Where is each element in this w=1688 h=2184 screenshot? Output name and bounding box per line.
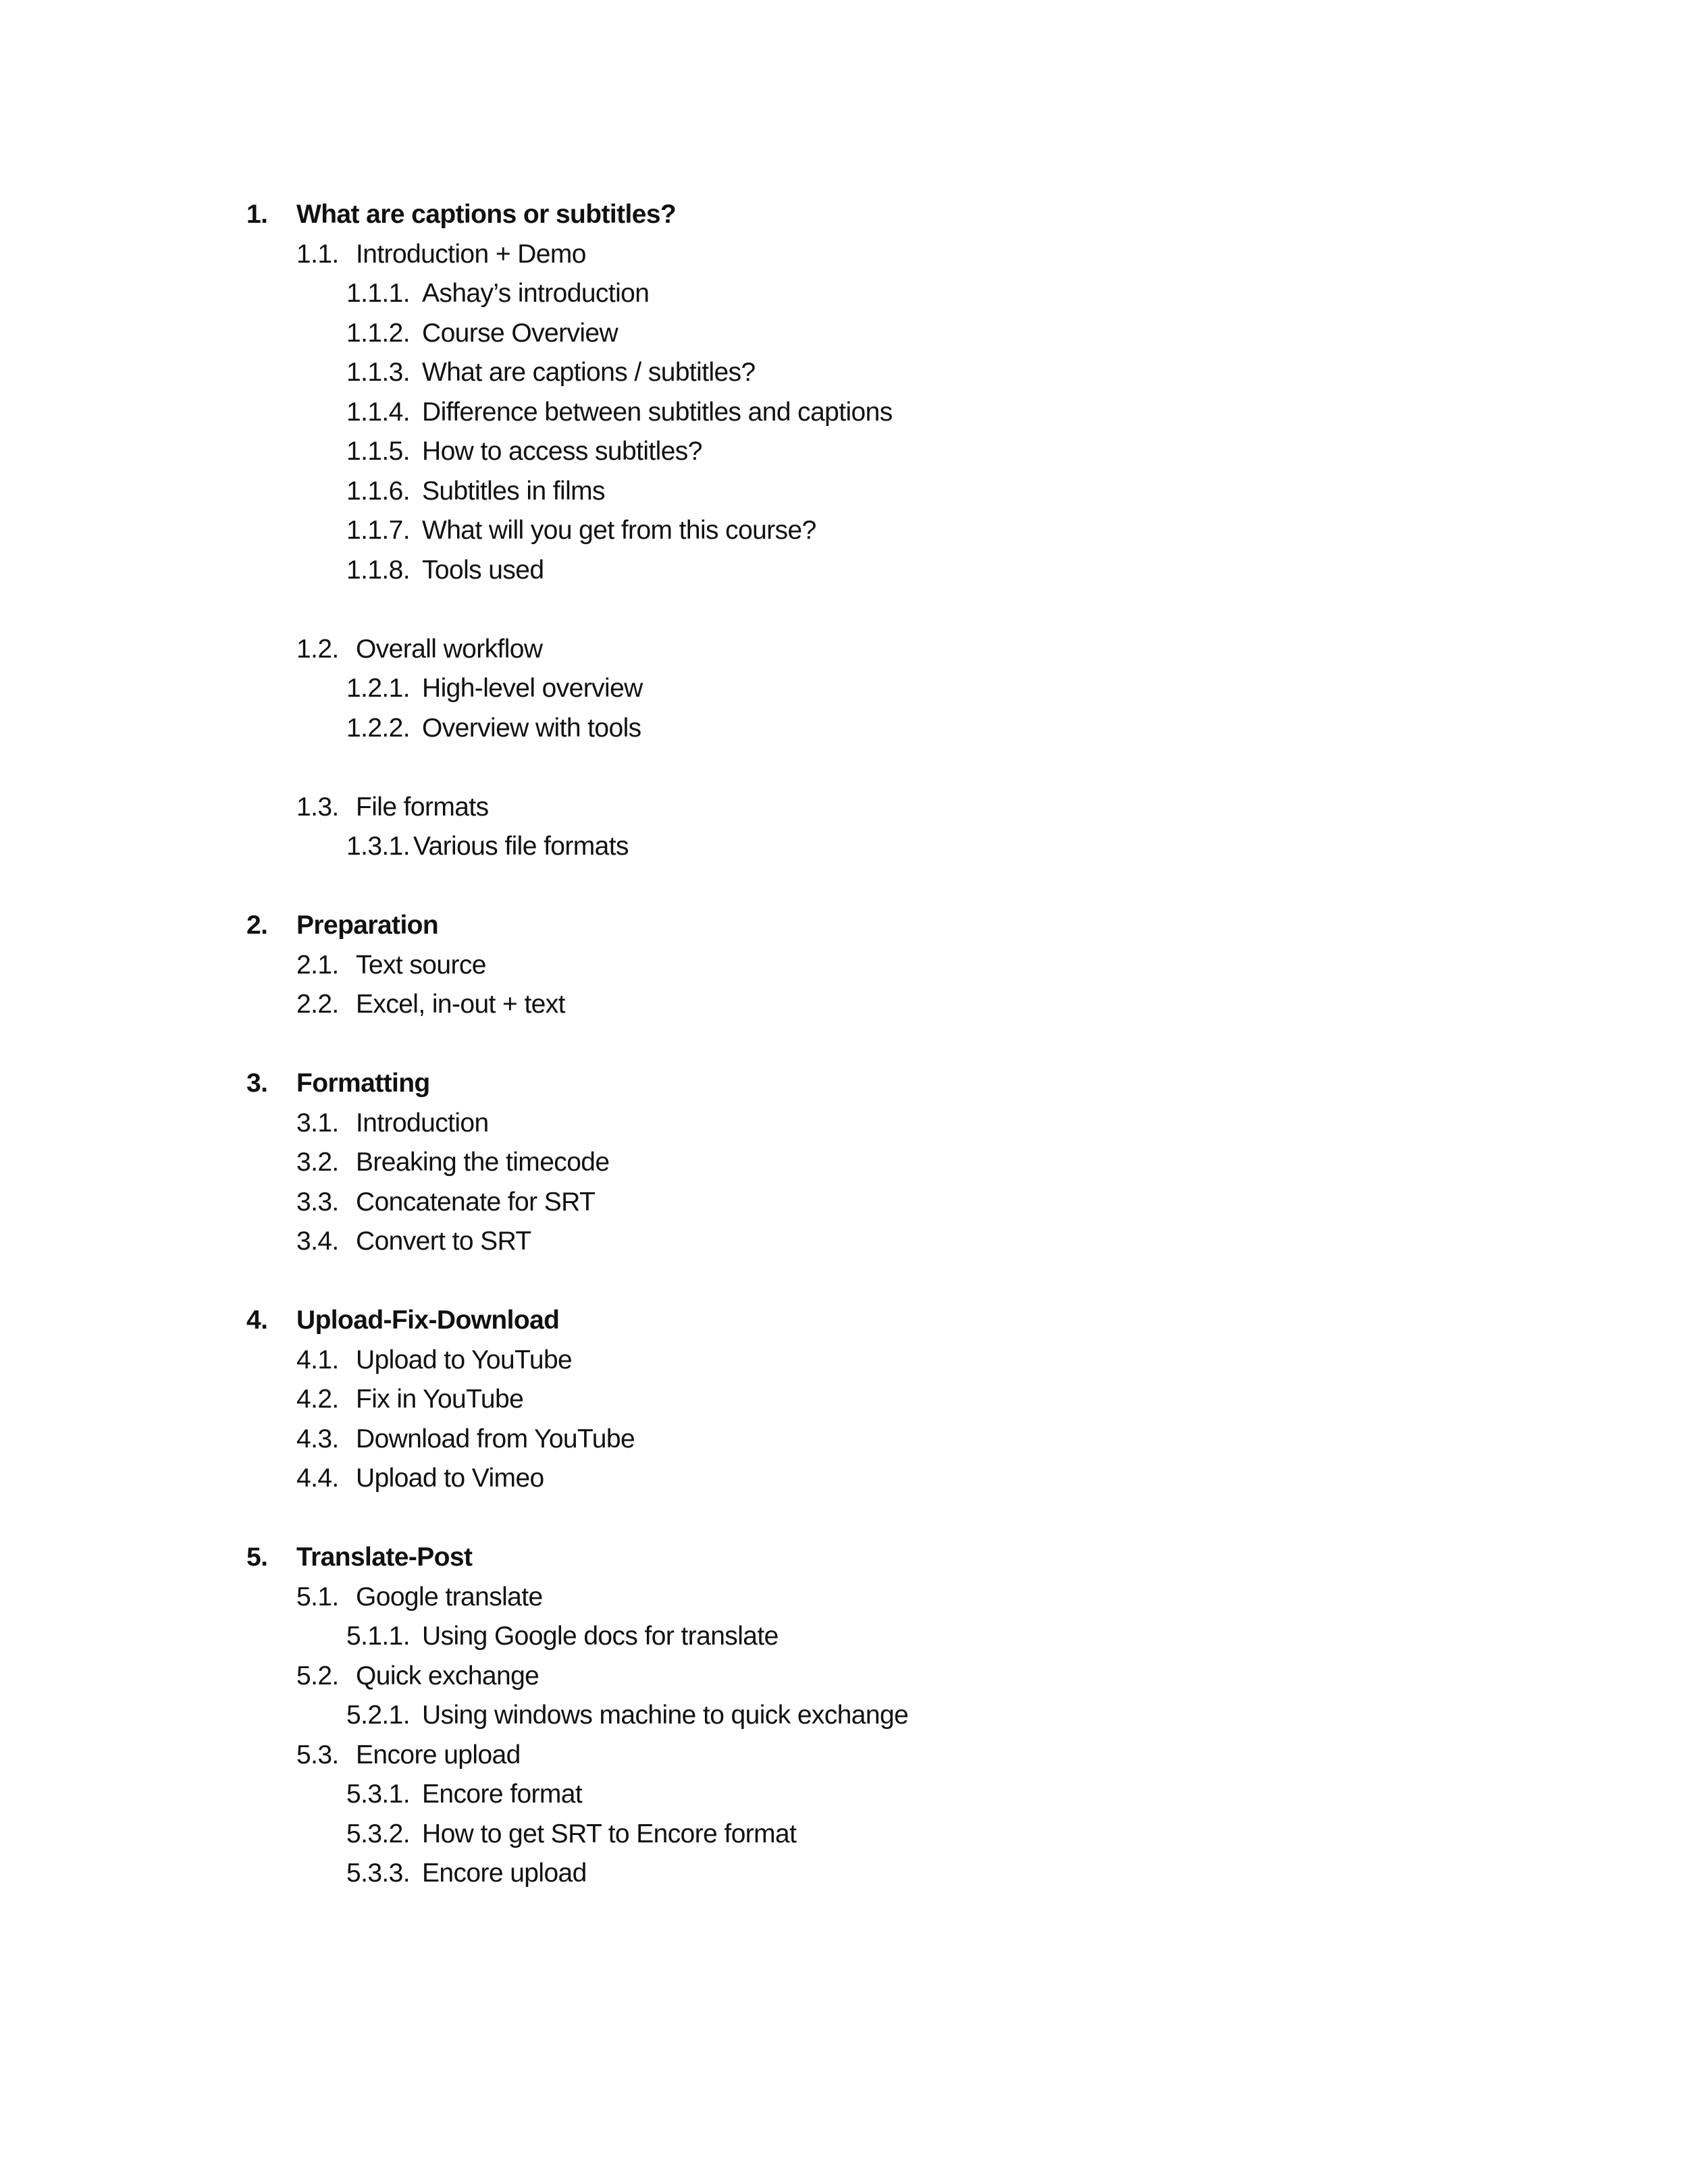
- outline-number: 5.3.1.: [346, 1780, 410, 1809]
- subsection-item: [0, 1420, 1688, 1460]
- outline-text: Convert to SRT: [356, 1227, 531, 1256]
- subsection-item: [0, 630, 1688, 670]
- outline-number: 1.1.1.: [346, 279, 410, 308]
- subsection-item: [0, 1736, 1688, 1776]
- outline-text: File formats: [356, 792, 489, 822]
- outline-text: High-level overview: [422, 674, 643, 703]
- subsection-item: [0, 1222, 1688, 1262]
- outline-text: Overview with tools: [422, 713, 641, 743]
- outline-number: 3.: [246, 1069, 268, 1098]
- subsection-item: [0, 1459, 1688, 1499]
- blank-line: [0, 748, 1688, 788]
- outline-text: Excel, in-out + text: [356, 990, 565, 1019]
- outline-number: 5.1.: [296, 1582, 339, 1612]
- outline-text: Difference between subtitles and captions: [422, 397, 893, 427]
- topic-item: [0, 511, 1688, 551]
- subsection-item: [0, 1143, 1688, 1183]
- subsection-item: [0, 985, 1688, 1025]
- outline-number: 1.1.4.: [346, 397, 410, 427]
- outline-text: Fix in YouTube: [356, 1385, 524, 1414]
- outline-number: 2.1.: [296, 950, 339, 980]
- topic-item: [0, 353, 1688, 393]
- outline-number: 5.3.3.: [346, 1859, 410, 1888]
- outline-number: 3.2.: [296, 1148, 339, 1177]
- outline-number: 1.1.2.: [346, 318, 410, 348]
- outline-number: 4.3.: [296, 1424, 339, 1454]
- subsection-item: [0, 1380, 1688, 1420]
- outline-number: 2.: [246, 911, 268, 940]
- topic-item: [0, 393, 1688, 433]
- topic-item: [0, 314, 1688, 354]
- outline-number: 3.3.: [296, 1187, 339, 1217]
- outline-number: 5.3.2.: [346, 1819, 410, 1848]
- outline-number: 5.3.: [296, 1740, 339, 1769]
- outline-text: Quick exchange: [356, 1661, 539, 1690]
- outline-number: 4.2.: [296, 1385, 339, 1414]
- outline-text: Using windows machine to quick exchange: [422, 1701, 909, 1730]
- outline-text: Introduction + Demo: [356, 239, 586, 269]
- section-heading: [0, 1301, 1688, 1341]
- outline-text: Concatenate for SRT: [356, 1187, 596, 1217]
- outline-number: 1.1.: [296, 239, 339, 269]
- topic-item: [0, 472, 1688, 512]
- outline-text: Preparation: [296, 911, 439, 940]
- course-outline: [0, 195, 1688, 1894]
- outline-text: Encore upload: [422, 1859, 587, 1888]
- outline-number: 1.3.: [296, 792, 339, 822]
- outline-number: 2.2.: [296, 990, 339, 1019]
- outline-number: 4.4.: [296, 1464, 339, 1493]
- section-heading: [0, 195, 1688, 235]
- topic-item: [0, 1696, 1688, 1736]
- outline-text: What will you get from this course?: [422, 516, 816, 545]
- outline-number: 5.2.: [296, 1661, 339, 1690]
- outline-text: Overall workflow: [356, 634, 543, 664]
- outline-text: Google translate: [356, 1582, 543, 1612]
- outline-number: 3.1.: [296, 1108, 339, 1138]
- topic-item: [0, 1815, 1688, 1855]
- outline-text: Various file formats: [413, 832, 629, 861]
- section-heading: [0, 1064, 1688, 1104]
- outline-text: Tools used: [422, 555, 544, 585]
- outline-text: Formatting: [296, 1069, 430, 1098]
- topic-item: [0, 669, 1688, 709]
- outline-number: 5.1.1.: [346, 1622, 410, 1651]
- outline-number: 5.: [246, 1543, 268, 1572]
- subsection-item: [0, 1341, 1688, 1381]
- outline-text: Download from YouTube: [356, 1424, 635, 1454]
- outline-text: Encore format: [422, 1780, 583, 1809]
- outline-number: 1.2.1.: [346, 674, 410, 703]
- outline-text: How to get SRT to Encore format: [422, 1819, 797, 1848]
- outline-text: Text source: [356, 950, 486, 980]
- topic-item: [0, 1617, 1688, 1657]
- section-heading: [0, 906, 1688, 946]
- topic-item: [0, 432, 1688, 472]
- outline-text: Breaking the timecode: [356, 1148, 610, 1177]
- blank-line: [0, 1025, 1688, 1065]
- outline-number: 3.4.: [296, 1227, 339, 1256]
- outline-number: 1.2.: [296, 634, 339, 664]
- topic-item: [0, 709, 1688, 749]
- outline-text: Upload to YouTube: [356, 1345, 573, 1375]
- outline-number: 4.1.: [296, 1345, 339, 1375]
- subsection-item: [0, 946, 1688, 986]
- outline-text: What are captions / subtitles?: [422, 358, 756, 387]
- outline-text: Ashay’s introduction: [422, 279, 650, 308]
- outline-text: Subtitles in films: [422, 476, 605, 506]
- blank-line: [0, 1262, 1688, 1302]
- topic-item: [0, 1854, 1688, 1894]
- subsection-item: [0, 788, 1688, 828]
- outline-text: Upload-Fix-Download: [296, 1306, 560, 1335]
- outline-text: What are captions or subtitles?: [296, 200, 677, 229]
- outline-number: 1.1.6.: [346, 476, 410, 506]
- section-heading: [0, 1538, 1688, 1578]
- subsection-item: [0, 1183, 1688, 1223]
- outline-number: 5.2.1.: [346, 1701, 410, 1730]
- subsection-item: [0, 1657, 1688, 1697]
- topic-item: [0, 827, 1688, 867]
- outline-number: 1.1.8.: [346, 555, 410, 585]
- outline-number: 4.: [246, 1306, 268, 1335]
- subsection-item: [0, 1578, 1688, 1618]
- outline-text: Course Overview: [422, 318, 618, 348]
- outline-number: 1.: [246, 200, 268, 229]
- outline-number: 1.2.2.: [346, 713, 410, 743]
- blank-line: [0, 867, 1688, 907]
- outline-number: 1.1.7.: [346, 516, 410, 545]
- outline-number: 1.3.1.: [346, 832, 410, 861]
- topic-item: [0, 274, 1688, 314]
- outline-text: Upload to Vimeo: [356, 1464, 544, 1493]
- outline-text: Translate-Post: [296, 1543, 473, 1572]
- outline-text: Encore upload: [356, 1740, 521, 1769]
- outline-text: Using Google docs for translate: [422, 1622, 779, 1651]
- subsection-item: [0, 235, 1688, 275]
- outline-text: Introduction: [356, 1108, 489, 1138]
- outline-number: 1.1.3.: [346, 358, 410, 387]
- blank-line: [0, 590, 1688, 630]
- outline-number: 1.1.5.: [346, 437, 410, 466]
- outline-text: How to access subtitles?: [422, 437, 702, 466]
- topic-item: [0, 1775, 1688, 1815]
- subsection-item: [0, 1104, 1688, 1144]
- blank-line: [0, 1499, 1688, 1539]
- topic-item: [0, 551, 1688, 591]
